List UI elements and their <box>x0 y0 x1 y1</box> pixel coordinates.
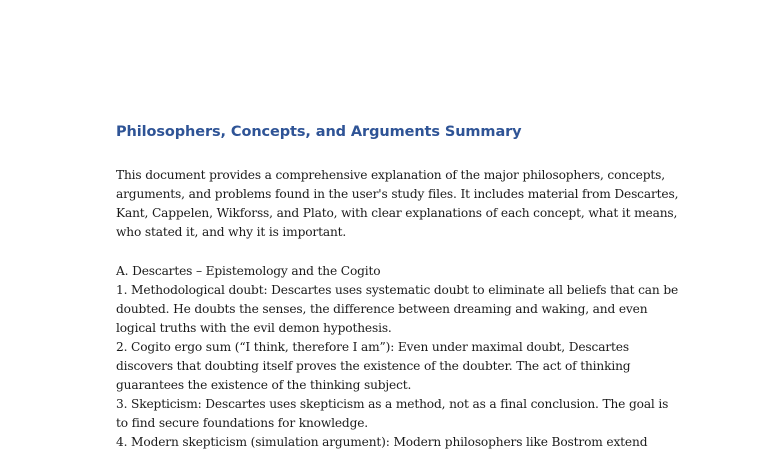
intro-paragraph <box>116 166 679 242</box>
text-line: logical truths with the evil demon hypothesis. <box>116 321 392 335</box>
text-line: doubted. He doubts the senses, the difference between dreaming and waking, and even <box>116 302 648 316</box>
document-title: Philosophers, Concepts, and Arguments Summary <box>116 124 522 140</box>
text-line: 1. Methodological doubt: Descartes uses systematic doubt to eliminate all beliefs that can be <box>116 283 679 297</box>
section-heading: A. Descartes – Epistemology and the Cogito <box>116 264 381 278</box>
text-line: Kant, Cappelen, Wikforss, and Plato, with clear explanations of each concept, what it means, <box>116 206 678 220</box>
text-line: who stated it, and why it is important. <box>116 225 347 239</box>
descartes-section <box>116 262 679 452</box>
text-line: discovers that doubting itself proves the existence of the doubter. The act of thinking <box>116 359 631 373</box>
text-line: 2. Cogito ergo sum (“I think, therefore I am”): Even under maximal doubt, Descartes <box>116 340 629 354</box>
text-line: This document provides a comprehensive explanation of the major philosophers, concepts, <box>116 168 665 182</box>
text-line: 3. Skepticism: Descartes uses skepticism as a method, not as a final conclusion. The goal is <box>116 397 669 411</box>
text-line: 4. Modern skepticism (simulation argument): Modern philosophers like Bostrom extend <box>116 435 648 449</box>
text-line: to find secure foundations for knowledge. <box>116 416 369 430</box>
text-line: guarantees the existence of the thinking subject. <box>116 378 412 392</box>
text-line: arguments, and problems found in the user's study files. It includes material from Descartes, <box>116 187 679 201</box>
